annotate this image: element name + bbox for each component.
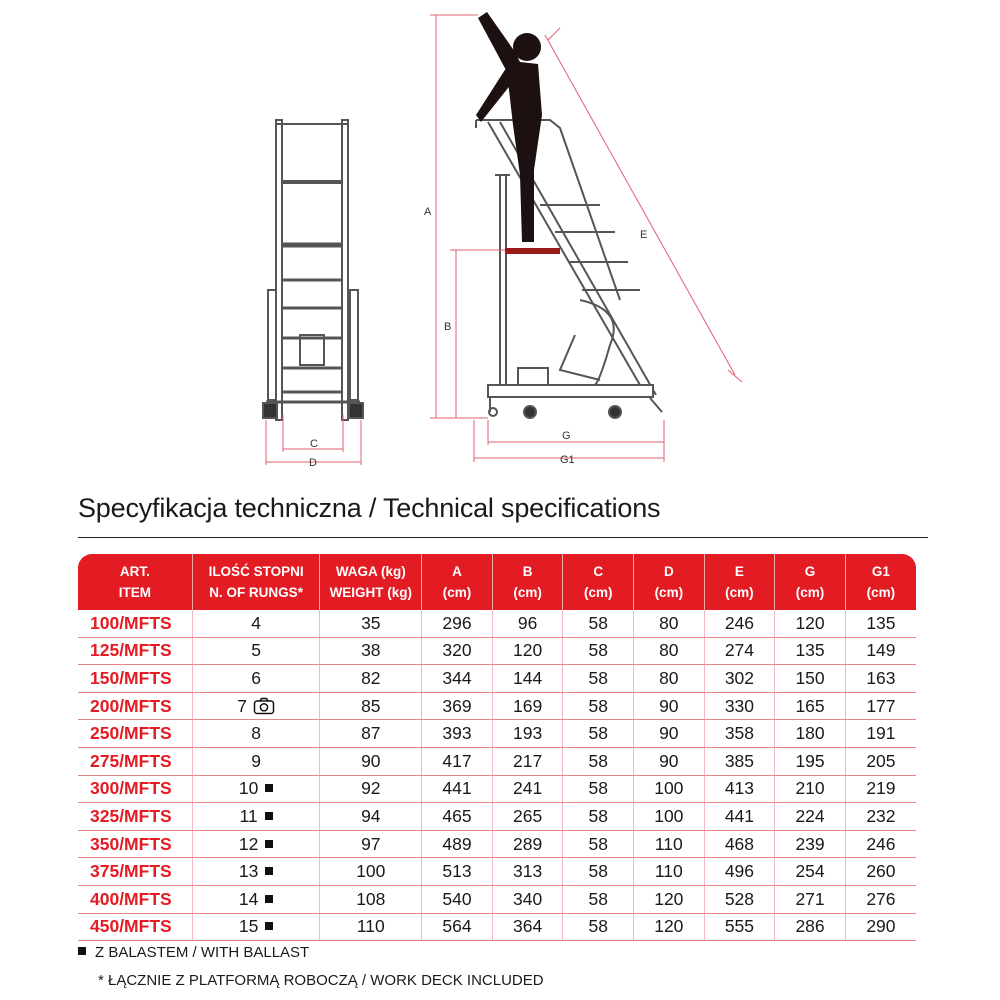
cell-g1: 246 bbox=[845, 830, 916, 858]
person-silhouette bbox=[476, 12, 542, 242]
rungs-cell bbox=[192, 803, 320, 831]
cell-b: 265 bbox=[492, 803, 563, 831]
cell-g: 254 bbox=[775, 858, 846, 886]
cell-g1: 163 bbox=[845, 665, 916, 693]
cell-g: 210 bbox=[775, 775, 846, 803]
cell-g1: 135 bbox=[845, 610, 916, 637]
column-header bbox=[192, 554, 320, 610]
rungs-value: 14 bbox=[238, 888, 259, 909]
rungs-value: 5 bbox=[251, 640, 261, 661]
side-view bbox=[476, 120, 662, 418]
cell-c: 58 bbox=[563, 637, 634, 665]
cell-b: 144 bbox=[492, 665, 563, 693]
column-header-line: G1 bbox=[871, 564, 890, 579]
cell-a: 441 bbox=[422, 775, 493, 803]
table-row bbox=[78, 830, 916, 858]
rungs-value: 12 bbox=[238, 833, 259, 854]
cell-g: 286 bbox=[775, 913, 846, 941]
cell-a: 393 bbox=[422, 720, 493, 748]
item-code: 325/MFTS bbox=[78, 803, 192, 831]
cell-c: 58 bbox=[563, 747, 634, 775]
cell-a: 465 bbox=[422, 803, 493, 831]
cell-b: 313 bbox=[492, 858, 563, 886]
legend-ballast bbox=[78, 944, 309, 961]
table-row bbox=[78, 858, 916, 886]
cell-weight: 87 bbox=[320, 720, 422, 748]
item-code: 350/MFTS bbox=[78, 830, 192, 858]
column-header-line: C bbox=[593, 564, 604, 579]
item-code: 100/MFTS bbox=[78, 610, 192, 637]
column-header-line: WEIGHT (kg) bbox=[329, 585, 413, 600]
item-code: 275/MFTS bbox=[78, 747, 192, 775]
table-row bbox=[78, 747, 916, 775]
item-code: 125/MFTS bbox=[78, 637, 192, 665]
cell-b: 96 bbox=[492, 610, 563, 637]
table-row bbox=[78, 637, 916, 665]
cell-a: 296 bbox=[422, 610, 493, 637]
table-row bbox=[78, 720, 916, 748]
cell-e: 496 bbox=[704, 858, 775, 886]
ballast-square-icon bbox=[265, 784, 273, 792]
table-row bbox=[78, 692, 916, 720]
cell-g: 180 bbox=[775, 720, 846, 748]
ballast-square-icon bbox=[78, 947, 86, 955]
cell-weight: 110 bbox=[320, 913, 422, 941]
column-header-line: ITEM bbox=[118, 585, 151, 600]
column-header bbox=[845, 554, 916, 610]
cell-a: 540 bbox=[422, 885, 493, 913]
cell-c: 58 bbox=[563, 830, 634, 858]
cell-b: 193 bbox=[492, 720, 563, 748]
cell-d: 90 bbox=[634, 747, 705, 775]
cell-b: 340 bbox=[492, 885, 563, 913]
cell-c: 58 bbox=[563, 803, 634, 831]
rungs-cell bbox=[192, 830, 320, 858]
ladder-diagram bbox=[0, 0, 1000, 480]
cell-g: 195 bbox=[775, 747, 846, 775]
cell-e: 246 bbox=[704, 610, 775, 637]
cell-b: 241 bbox=[492, 775, 563, 803]
cell-b: 364 bbox=[492, 913, 563, 941]
column-header-line: (cm) bbox=[654, 585, 684, 600]
rungs-value: 11 bbox=[239, 805, 258, 826]
column-header bbox=[78, 554, 192, 610]
dim-label-c: C bbox=[310, 438, 318, 450]
cell-g1: 232 bbox=[845, 803, 916, 831]
rungs-value: 8 bbox=[251, 723, 261, 744]
cell-b: 120 bbox=[492, 637, 563, 665]
column-header-line: (cm) bbox=[866, 585, 896, 600]
cell-a: 489 bbox=[422, 830, 493, 858]
column-header-line: (cm) bbox=[725, 585, 754, 600]
cell-g1: 177 bbox=[845, 692, 916, 720]
column-header-line: WAGA (kg) bbox=[335, 564, 406, 579]
cell-d: 110 bbox=[634, 830, 705, 858]
cell-e: 302 bbox=[704, 665, 775, 693]
cell-c: 58 bbox=[563, 720, 634, 748]
column-header-line: (cm) bbox=[442, 585, 472, 600]
spec-table bbox=[78, 554, 916, 941]
cell-e: 274 bbox=[704, 637, 775, 665]
cell-g: 239 bbox=[775, 830, 846, 858]
rungs-value: 4 bbox=[251, 612, 261, 633]
rungs-cell bbox=[192, 858, 320, 886]
cell-d: 80 bbox=[634, 610, 705, 637]
rungs-cell bbox=[192, 885, 320, 913]
table-row bbox=[78, 665, 916, 693]
cell-e: 413 bbox=[704, 775, 775, 803]
rungs-cell bbox=[192, 610, 320, 637]
rungs-value: 10 bbox=[238, 778, 259, 799]
cell-c: 58 bbox=[563, 775, 634, 803]
cell-c: 58 bbox=[563, 610, 634, 637]
cell-g: 135 bbox=[775, 637, 846, 665]
cell-e: 441 bbox=[704, 803, 775, 831]
cell-a: 513 bbox=[422, 858, 493, 886]
rungs-cell bbox=[192, 720, 320, 748]
cell-d: 80 bbox=[634, 637, 705, 665]
cell-b: 169 bbox=[492, 692, 563, 720]
cell-e: 358 bbox=[704, 720, 775, 748]
cell-d: 120 bbox=[634, 885, 705, 913]
rungs-cell bbox=[192, 775, 320, 803]
rungs-cell bbox=[192, 692, 320, 720]
rungs-cell bbox=[192, 665, 320, 693]
cell-e: 468 bbox=[704, 830, 775, 858]
dim-label-g: G bbox=[562, 430, 571, 442]
cell-a: 320 bbox=[422, 637, 493, 665]
work-platform bbox=[505, 248, 560, 254]
cell-d: 90 bbox=[634, 692, 705, 720]
dim-label-b: B bbox=[444, 321, 452, 333]
cell-g: 271 bbox=[775, 885, 846, 913]
cell-d: 80 bbox=[634, 665, 705, 693]
cell-weight: 108 bbox=[320, 885, 422, 913]
column-header bbox=[492, 554, 563, 610]
cell-c: 58 bbox=[563, 885, 634, 913]
rungs-value: 13 bbox=[238, 861, 259, 882]
cell-g1: 219 bbox=[845, 775, 916, 803]
cell-d: 110 bbox=[634, 858, 705, 886]
rungs-cell bbox=[192, 747, 320, 775]
column-header bbox=[704, 554, 775, 610]
column-header-line: A bbox=[452, 564, 462, 579]
cell-weight: 100 bbox=[320, 858, 422, 886]
dim-label-d: D bbox=[309, 457, 317, 469]
table-row bbox=[78, 913, 916, 941]
cell-a: 417 bbox=[422, 747, 493, 775]
cell-e: 555 bbox=[704, 913, 775, 941]
item-code: 150/MFTS bbox=[78, 665, 192, 693]
column-header-line: G bbox=[804, 564, 816, 579]
cell-g1: 205 bbox=[845, 747, 916, 775]
rungs-cell bbox=[192, 913, 320, 941]
cell-weight: 35 bbox=[320, 610, 422, 637]
cell-g1: 290 bbox=[845, 913, 916, 941]
cell-b: 217 bbox=[492, 747, 563, 775]
cell-a: 564 bbox=[422, 913, 493, 941]
dim-label-e: E bbox=[640, 229, 648, 241]
cell-a: 344 bbox=[422, 665, 493, 693]
rungs-value: 15 bbox=[238, 916, 259, 937]
column-header bbox=[563, 554, 634, 610]
item-code: 200/MFTS bbox=[78, 692, 192, 720]
table-row bbox=[78, 885, 916, 913]
rungs-value: 7 bbox=[237, 695, 247, 716]
cell-c: 58 bbox=[563, 692, 634, 720]
title-divider bbox=[78, 537, 928, 538]
item-code: 450/MFTS bbox=[78, 913, 192, 941]
dim-label-g1: G1 bbox=[560, 454, 575, 466]
column-header-line: (cm) bbox=[513, 585, 542, 600]
legend-deck bbox=[98, 972, 544, 989]
cell-d: 100 bbox=[634, 775, 705, 803]
cell-b: 289 bbox=[492, 830, 563, 858]
cell-weight: 92 bbox=[320, 775, 422, 803]
column-header-line: ILOŚĆ STOPNI bbox=[208, 564, 304, 579]
ballast-square-icon bbox=[265, 840, 273, 848]
column-header-line: ART. bbox=[119, 564, 150, 579]
cell-g: 120 bbox=[775, 610, 846, 637]
legend-deck-text: * ŁĄCZNIE Z PLATFORMĄ ROBOCZĄ / WORK DECK INCLUDED bbox=[98, 972, 544, 989]
cell-d: 120 bbox=[634, 913, 705, 941]
cell-e: 528 bbox=[704, 885, 775, 913]
cell-g1: 260 bbox=[845, 858, 916, 886]
cell-g: 224 bbox=[775, 803, 846, 831]
cell-e: 330 bbox=[704, 692, 775, 720]
cell-weight: 97 bbox=[320, 830, 422, 858]
cell-d: 100 bbox=[634, 803, 705, 831]
rungs-value: 9 bbox=[251, 750, 261, 771]
ballast-square-icon bbox=[265, 867, 273, 875]
cell-weight: 85 bbox=[320, 692, 422, 720]
cell-d: 90 bbox=[634, 720, 705, 748]
cell-weight: 38 bbox=[320, 637, 422, 665]
dim-label-a: A bbox=[424, 206, 432, 218]
column-header bbox=[422, 554, 493, 610]
column-header bbox=[775, 554, 846, 610]
ballast-square-icon bbox=[265, 895, 273, 903]
cell-g: 165 bbox=[775, 692, 846, 720]
table-header-row bbox=[78, 554, 916, 610]
column-header-line: B bbox=[522, 564, 533, 579]
camera-icon[interactable] bbox=[253, 697, 275, 715]
ballast-square-icon bbox=[265, 922, 273, 930]
cell-weight: 94 bbox=[320, 803, 422, 831]
column-header-line: N. OF RUNGS* bbox=[209, 585, 303, 600]
rungs-value: 6 bbox=[251, 667, 261, 688]
column-header bbox=[320, 554, 422, 610]
page-title: Specyfikacja techniczna / Technical specifications bbox=[78, 493, 661, 523]
cell-g1: 191 bbox=[845, 720, 916, 748]
item-code: 375/MFTS bbox=[78, 858, 192, 886]
cell-g: 150 bbox=[775, 665, 846, 693]
cell-e: 385 bbox=[704, 747, 775, 775]
cell-g1: 276 bbox=[845, 885, 916, 913]
cell-g1: 149 bbox=[845, 637, 916, 665]
column-header-line: (cm) bbox=[795, 585, 825, 600]
cell-weight: 82 bbox=[320, 665, 422, 693]
cell-weight: 90 bbox=[320, 747, 422, 775]
item-code: 400/MFTS bbox=[78, 885, 192, 913]
column-header-line: (cm) bbox=[583, 585, 613, 600]
front-view bbox=[263, 120, 363, 420]
cell-c: 58 bbox=[563, 665, 634, 693]
column-header-line: D bbox=[663, 564, 674, 579]
rungs-cell bbox=[192, 637, 320, 665]
cell-c: 58 bbox=[563, 858, 634, 886]
item-code: 300/MFTS bbox=[78, 775, 192, 803]
table-row bbox=[78, 803, 916, 831]
column-header-line: E bbox=[734, 564, 744, 579]
legend-ballast-text: Z BALASTEM / WITH BALLAST bbox=[95, 944, 310, 961]
column-header bbox=[634, 554, 705, 610]
item-code: 250/MFTS bbox=[78, 720, 192, 748]
table-row bbox=[78, 610, 916, 637]
table-row bbox=[78, 775, 916, 803]
ballast-square-icon bbox=[265, 812, 273, 820]
cell-a: 369 bbox=[422, 692, 493, 720]
cell-c: 58 bbox=[563, 913, 634, 941]
